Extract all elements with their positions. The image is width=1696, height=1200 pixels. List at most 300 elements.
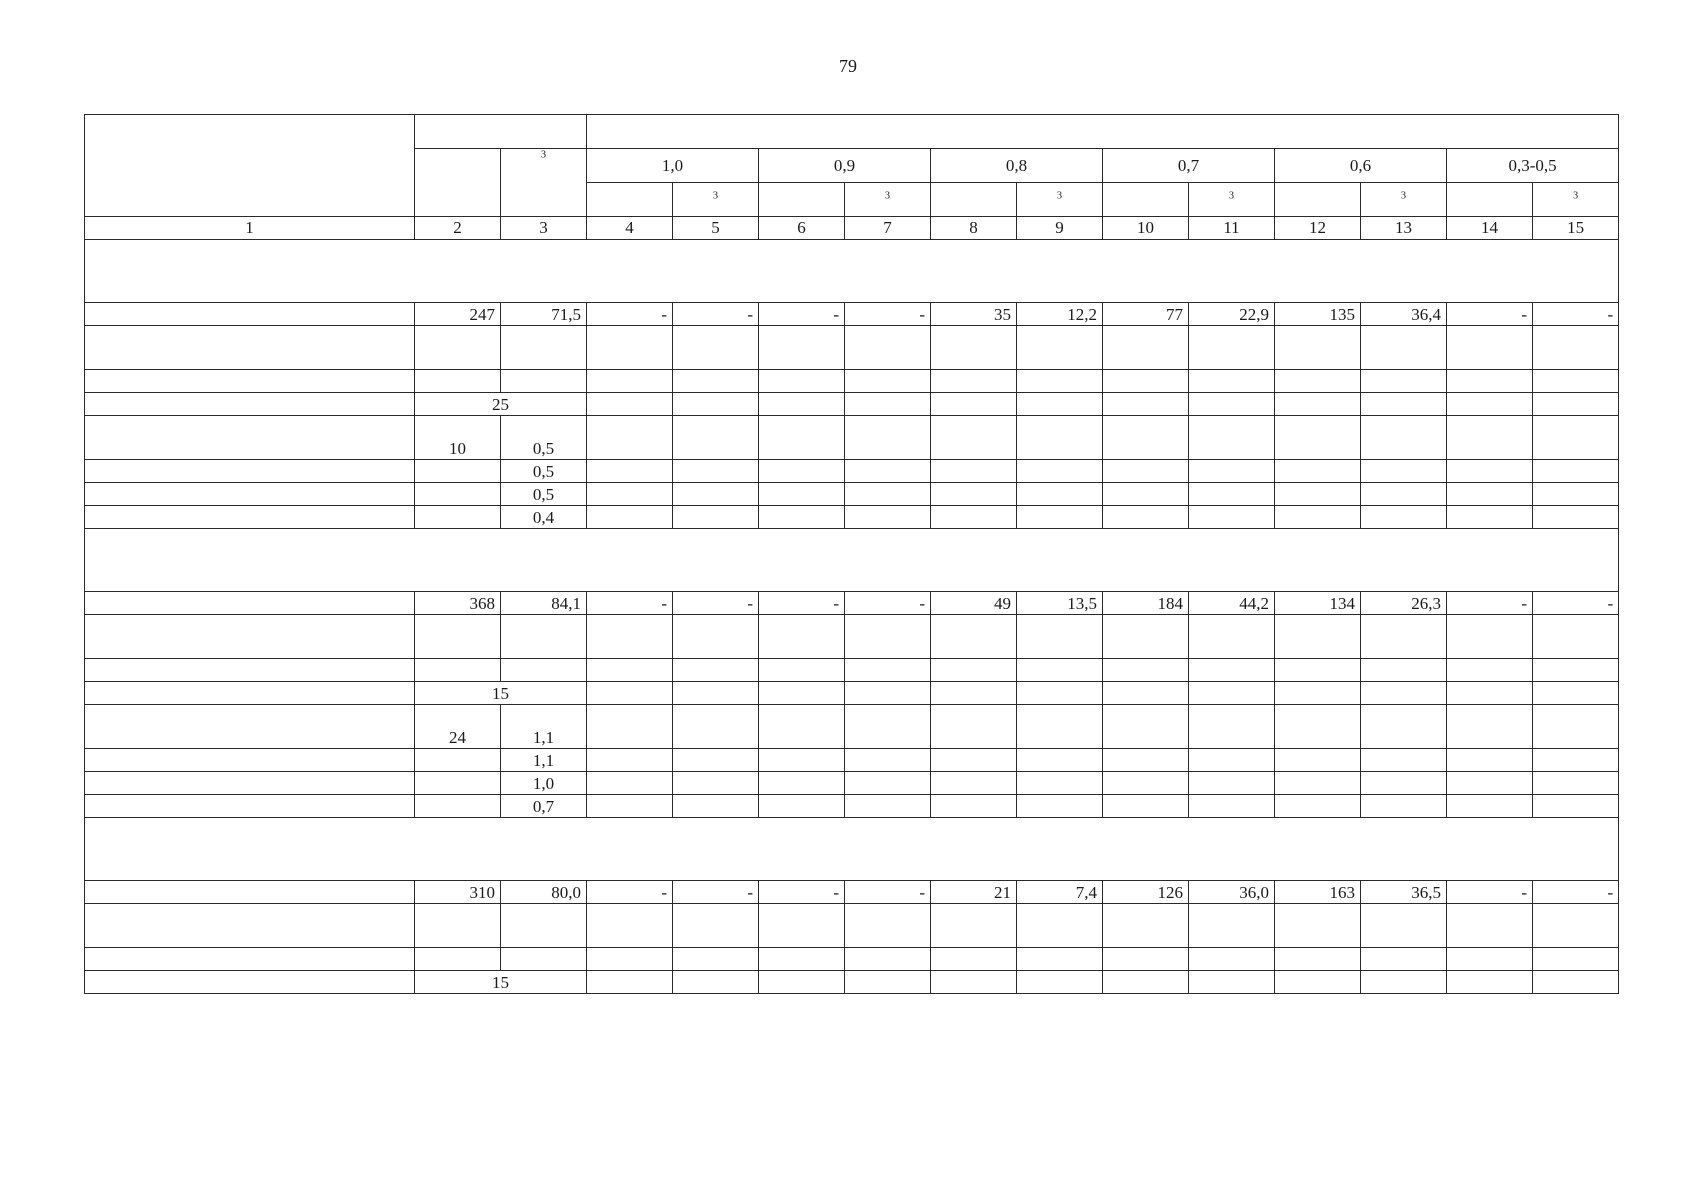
- row-label-stock-one-pass: [85, 948, 415, 971]
- empty-cell: [673, 659, 759, 682]
- empty-cell: [1103, 506, 1189, 529]
- empty-cell: [1103, 370, 1189, 393]
- empty-cell: [1189, 460, 1275, 483]
- empty-cell: [1533, 506, 1619, 529]
- empty-cell: [1017, 506, 1103, 529]
- empty-cell: [931, 370, 1017, 393]
- liquid-volume: 1,0: [501, 772, 587, 795]
- total-included-row: [85, 881, 1619, 904]
- empty-cell: [759, 615, 845, 659]
- empty-cell: [931, 705, 1017, 749]
- empty-cell: [673, 460, 759, 483]
- empty-cell: [587, 772, 673, 795]
- forest-cut-table: [84, 114, 1619, 994]
- empty-cell: [1189, 506, 1275, 529]
- row-label-total-included: [85, 592, 415, 615]
- unit-sup: 3: [1057, 190, 1062, 202]
- empty-cell: [1017, 416, 1103, 460]
- empty-cell: [415, 370, 501, 393]
- empty-cell: [1275, 904, 1361, 948]
- total-included-row: [85, 303, 1619, 326]
- empty-cell: [1533, 705, 1619, 749]
- column-number: 9: [1017, 217, 1103, 240]
- empty-cell: [501, 904, 587, 948]
- empty-cell: [1103, 971, 1189, 994]
- unit-ha-cell: [587, 183, 673, 217]
- row-label-stock-one-pass: [85, 370, 415, 393]
- data-cell: -: [845, 592, 931, 615]
- root-volume: 1,1: [501, 749, 587, 772]
- empty-cell: [1189, 659, 1275, 682]
- header-density: 0,9: [759, 149, 931, 183]
- empty-cell: [759, 795, 845, 818]
- header-total-ha: [415, 149, 501, 217]
- empty-cell: [1275, 795, 1361, 818]
- empty-cell: [1533, 772, 1619, 795]
- empty-cell: [501, 615, 587, 659]
- empty-cell: [1189, 948, 1275, 971]
- empty-cell: [1361, 393, 1447, 416]
- empty-cell: [1361, 749, 1447, 772]
- empty-cell: [1017, 772, 1103, 795]
- empty-cell: [1533, 460, 1619, 483]
- empty-cell: [931, 682, 1017, 705]
- empty-cell: [1017, 948, 1103, 971]
- empty-cell: [1103, 393, 1189, 416]
- row-label-liquid: [85, 772, 415, 795]
- unit-ha-cell: [759, 183, 845, 217]
- empty-cell: [673, 749, 759, 772]
- empty-cell: [845, 416, 931, 460]
- empty-cell: [759, 416, 845, 460]
- section-header-row: [85, 818, 1619, 881]
- data-cell: -: [587, 881, 673, 904]
- empty-cell: [587, 971, 673, 994]
- data-cell: -: [673, 303, 759, 326]
- empty-cell: [673, 682, 759, 705]
- empty-cell: [673, 370, 759, 393]
- data-cell: -: [759, 303, 845, 326]
- row-label-root: [85, 460, 415, 483]
- avg-percent-row: [85, 326, 1619, 370]
- empty-cell: [587, 948, 673, 971]
- data-cell: 163: [1275, 881, 1361, 904]
- empty-cell: [1275, 705, 1361, 749]
- empty-cell: [1275, 659, 1361, 682]
- empty-cell: [415, 483, 501, 506]
- row-label-avg-period: [85, 971, 415, 994]
- data-cell: -: [1447, 303, 1533, 326]
- empty-cell: [1017, 460, 1103, 483]
- empty-cell: [1447, 971, 1533, 994]
- empty-cell: [1361, 948, 1447, 971]
- annual-cut-volume: 1,1: [501, 705, 587, 749]
- empty-cell: [1017, 971, 1103, 994]
- empty-cell: [1447, 460, 1533, 483]
- empty-cell: [587, 795, 673, 818]
- row-label-avg-percent: [85, 615, 415, 659]
- row-label-total-included: [85, 303, 415, 326]
- empty-cell: [587, 326, 673, 370]
- empty-cell: [1189, 749, 1275, 772]
- data-cell: -: [673, 592, 759, 615]
- column-number: 7: [845, 217, 931, 240]
- empty-cell: [1361, 506, 1447, 529]
- empty-cell: [1447, 370, 1533, 393]
- empty-cell: [845, 460, 931, 483]
- empty-cell: [501, 326, 587, 370]
- empty-cell: [1017, 795, 1103, 818]
- empty-cell: [759, 659, 845, 682]
- empty-cell: [1189, 904, 1275, 948]
- empty-cell: [1447, 948, 1533, 971]
- empty-cell: [501, 948, 587, 971]
- empty-cell: [415, 615, 501, 659]
- empty-cell: [415, 795, 501, 818]
- empty-cell: [587, 682, 673, 705]
- empty-cell: [587, 659, 673, 682]
- empty-cell: [673, 904, 759, 948]
- empty-cell: [1103, 460, 1189, 483]
- empty-cell: [1189, 795, 1275, 818]
- empty-cell: [1361, 795, 1447, 818]
- empty-cell: [931, 393, 1017, 416]
- empty-cell: [1189, 326, 1275, 370]
- empty-cell: [673, 615, 759, 659]
- row-label-avg-period: [85, 682, 415, 705]
- annual-cut-row: [85, 705, 1619, 749]
- row-label-avg-percent: [85, 904, 415, 948]
- commercial-volume: 0,7: [501, 795, 587, 818]
- empty-cell: [1533, 659, 1619, 682]
- column-number: 11: [1189, 217, 1275, 240]
- data-cell: -: [1533, 881, 1619, 904]
- empty-cell: [587, 749, 673, 772]
- empty-cell: [1533, 749, 1619, 772]
- row-root: [85, 749, 1619, 772]
- data-cell: -: [845, 303, 931, 326]
- unit-sup: 3: [885, 190, 890, 202]
- unit-thousand-m3-cell: [1189, 183, 1275, 217]
- empty-cell: [759, 971, 845, 994]
- empty-cell: [759, 705, 845, 749]
- data-cell: -: [845, 881, 931, 904]
- empty-cell: [931, 615, 1017, 659]
- header-row-1: [85, 115, 1619, 149]
- header-density: 0,8: [931, 149, 1103, 183]
- header-indicators: [85, 115, 415, 217]
- row-liquid: [85, 483, 1619, 506]
- empty-cell: [1017, 370, 1103, 393]
- data-cell: 247: [415, 303, 501, 326]
- empty-cell: [1533, 904, 1619, 948]
- empty-cell: [845, 772, 931, 795]
- empty-cell: [759, 749, 845, 772]
- empty-cell: [1447, 483, 1533, 506]
- header-density: 0,7: [1103, 149, 1275, 183]
- empty-cell: [1447, 615, 1533, 659]
- empty-cell: [845, 682, 931, 705]
- empty-cell: [845, 659, 931, 682]
- data-cell: 134: [1275, 592, 1361, 615]
- empty-cell: [1103, 705, 1189, 749]
- data-cell: 26,3: [1361, 592, 1447, 615]
- empty-cell: [931, 772, 1017, 795]
- column-number: 10: [1103, 217, 1189, 240]
- empty-cell: [1189, 971, 1275, 994]
- root-volume: 0,5: [501, 460, 587, 483]
- empty-cell: [1103, 483, 1189, 506]
- empty-cell: [1447, 682, 1533, 705]
- empty-cell: [1533, 483, 1619, 506]
- empty-cell: [1275, 393, 1361, 416]
- row-label-avg-period: [85, 393, 415, 416]
- empty-cell: [1447, 393, 1533, 416]
- empty-cell: [673, 971, 759, 994]
- empty-cell: [931, 948, 1017, 971]
- row-label-annual-cut: [85, 705, 415, 749]
- empty-cell: [1275, 682, 1361, 705]
- empty-cell: [845, 326, 931, 370]
- avg-period-row: [85, 971, 1619, 994]
- unit-sup: 3: [713, 190, 718, 202]
- empty-cell: [1447, 506, 1533, 529]
- empty-cell: [1189, 393, 1275, 416]
- empty-cell: [845, 370, 931, 393]
- empty-cell: [1361, 460, 1447, 483]
- empty-cell: [1533, 948, 1619, 971]
- empty-cell: [931, 749, 1017, 772]
- data-cell: 7,4: [1017, 881, 1103, 904]
- section-header-cell: [85, 818, 1619, 881]
- empty-cell: [587, 393, 673, 416]
- empty-cell: [1275, 615, 1361, 659]
- data-cell: -: [1533, 303, 1619, 326]
- empty-cell: [931, 326, 1017, 370]
- unit-ha-cell: [1447, 183, 1533, 217]
- column-number: 5: [673, 217, 759, 240]
- empty-cell: [1103, 795, 1189, 818]
- empty-cell: [1447, 326, 1533, 370]
- column-number: 3: [501, 217, 587, 240]
- empty-cell: [1017, 483, 1103, 506]
- unit-thousand-m3-cell: [845, 183, 931, 217]
- empty-cell: [1275, 416, 1361, 460]
- empty-cell: [1275, 749, 1361, 772]
- data-cell: -: [673, 881, 759, 904]
- empty-cell: [931, 460, 1017, 483]
- column-number: 12: [1275, 217, 1361, 240]
- empty-cell: [587, 483, 673, 506]
- row-label-commercial: [85, 506, 415, 529]
- empty-cell: [1533, 393, 1619, 416]
- empty-cell: [1447, 659, 1533, 682]
- row-label-liquid: [85, 483, 415, 506]
- annual-cut-row: [85, 416, 1619, 460]
- empty-cell: [1275, 971, 1361, 994]
- empty-cell: [1361, 705, 1447, 749]
- column-number: 13: [1361, 217, 1447, 240]
- empty-cell: [1017, 682, 1103, 705]
- data-cell: -: [759, 592, 845, 615]
- row-label-annual-cut: [85, 416, 415, 460]
- avg-period-value: 25: [415, 393, 587, 416]
- column-number: 8: [931, 217, 1017, 240]
- empty-cell: [501, 659, 587, 682]
- data-cell: 36,0: [1189, 881, 1275, 904]
- data-cell: 126: [1103, 881, 1189, 904]
- data-cell: 80,0: [501, 881, 587, 904]
- empty-cell: [1103, 948, 1189, 971]
- empty-cell: [1533, 795, 1619, 818]
- unit-ha-cell: [931, 183, 1017, 217]
- row-commercial: [85, 506, 1619, 529]
- empty-cell: [845, 904, 931, 948]
- row-label-root: [85, 749, 415, 772]
- empty-cell: [1361, 370, 1447, 393]
- empty-cell: [1447, 749, 1533, 772]
- empty-cell: [1103, 682, 1189, 705]
- header-density: 0,6: [1275, 149, 1447, 183]
- section-header-cell: [85, 529, 1619, 592]
- data-cell: -: [1447, 592, 1533, 615]
- empty-cell: [1189, 416, 1275, 460]
- header-total-thousand-m3: [501, 149, 587, 217]
- empty-cell: [1533, 370, 1619, 393]
- empty-cell: [1361, 682, 1447, 705]
- table-body: [85, 115, 1619, 994]
- empty-cell: [673, 795, 759, 818]
- column-number: 1: [85, 217, 415, 240]
- data-cell: 36,5: [1361, 881, 1447, 904]
- empty-cell: [845, 483, 931, 506]
- column-number: 2: [415, 217, 501, 240]
- empty-cell: [1103, 904, 1189, 948]
- empty-cell: [1275, 506, 1361, 529]
- empty-cell: [1017, 749, 1103, 772]
- empty-cell: [415, 749, 501, 772]
- empty-cell: [1447, 705, 1533, 749]
- empty-cell: [673, 772, 759, 795]
- data-cell: -: [587, 592, 673, 615]
- unit-sup: 3: [1573, 190, 1579, 202]
- empty-cell: [1361, 615, 1447, 659]
- data-cell: 12,2: [1017, 303, 1103, 326]
- unit-thousand-m3-cell: [1017, 183, 1103, 217]
- empty-cell: [587, 615, 673, 659]
- empty-cell: [587, 705, 673, 749]
- empty-cell: [845, 705, 931, 749]
- data-cell: 135: [1275, 303, 1361, 326]
- empty-cell: [415, 326, 501, 370]
- empty-cell: [1275, 326, 1361, 370]
- empty-cell: [931, 506, 1017, 529]
- empty-cell: [1533, 615, 1619, 659]
- stock-one-pass-row: [85, 659, 1619, 682]
- column-number-row: [85, 217, 1619, 240]
- empty-cell: [1103, 615, 1189, 659]
- data-cell: -: [1533, 592, 1619, 615]
- commercial-volume: 0,4: [501, 506, 587, 529]
- empty-cell: [1103, 659, 1189, 682]
- empty-cell: [1189, 705, 1275, 749]
- empty-cell: [587, 460, 673, 483]
- avg-percent-row: [85, 904, 1619, 948]
- empty-cell: [759, 460, 845, 483]
- empty-cell: [1017, 659, 1103, 682]
- empty-cell: [759, 772, 845, 795]
- column-number: 4: [587, 217, 673, 240]
- empty-cell: [1447, 416, 1533, 460]
- empty-cell: [673, 326, 759, 370]
- avg-percent-row: [85, 615, 1619, 659]
- avg-period-value: 15: [415, 682, 587, 705]
- empty-cell: [759, 506, 845, 529]
- empty-cell: [931, 416, 1017, 460]
- empty-cell: [1275, 948, 1361, 971]
- empty-cell: [845, 615, 931, 659]
- data-cell: 71,5: [501, 303, 587, 326]
- data-cell: 368: [415, 592, 501, 615]
- empty-cell: [1103, 772, 1189, 795]
- empty-cell: [673, 393, 759, 416]
- empty-cell: [587, 904, 673, 948]
- empty-cell: [1361, 659, 1447, 682]
- page-number: 79: [839, 56, 857, 76]
- empty-cell: [1017, 326, 1103, 370]
- data-cell: 36,4: [1361, 303, 1447, 326]
- section-header-cell: [85, 240, 1619, 303]
- empty-cell: [845, 948, 931, 971]
- unit-thousand-m3-cell: [1361, 183, 1447, 217]
- empty-cell: [1189, 483, 1275, 506]
- data-cell: 310: [415, 881, 501, 904]
- empty-cell: [759, 904, 845, 948]
- empty-cell: [1017, 705, 1103, 749]
- empty-cell: [1017, 393, 1103, 416]
- empty-cell: [415, 659, 501, 682]
- empty-cell: [1361, 416, 1447, 460]
- empty-cell: [1189, 682, 1275, 705]
- empty-cell: [931, 659, 1017, 682]
- empty-cell: [1533, 682, 1619, 705]
- empty-cell: [415, 948, 501, 971]
- data-cell: 77: [1103, 303, 1189, 326]
- row-label-avg-percent: [85, 326, 415, 370]
- data-cell: 84,1: [501, 592, 587, 615]
- header-total: [415, 115, 587, 149]
- empty-cell: [673, 705, 759, 749]
- empty-cell: [845, 506, 931, 529]
- empty-cell: [1533, 416, 1619, 460]
- empty-cell: [673, 483, 759, 506]
- empty-cell: [1361, 326, 1447, 370]
- empty-cell: [415, 772, 501, 795]
- row-liquid: [85, 772, 1619, 795]
- empty-cell: [415, 904, 501, 948]
- empty-cell: [1447, 795, 1533, 818]
- empty-cell: [759, 483, 845, 506]
- header-density-group: [587, 115, 1619, 149]
- section-header-row: [85, 240, 1619, 303]
- empty-cell: [759, 370, 845, 393]
- empty-cell: [759, 326, 845, 370]
- row-label-commercial: [85, 795, 415, 818]
- empty-cell: [673, 506, 759, 529]
- empty-cell: [1103, 749, 1189, 772]
- empty-cell: [931, 971, 1017, 994]
- empty-cell: [1189, 615, 1275, 659]
